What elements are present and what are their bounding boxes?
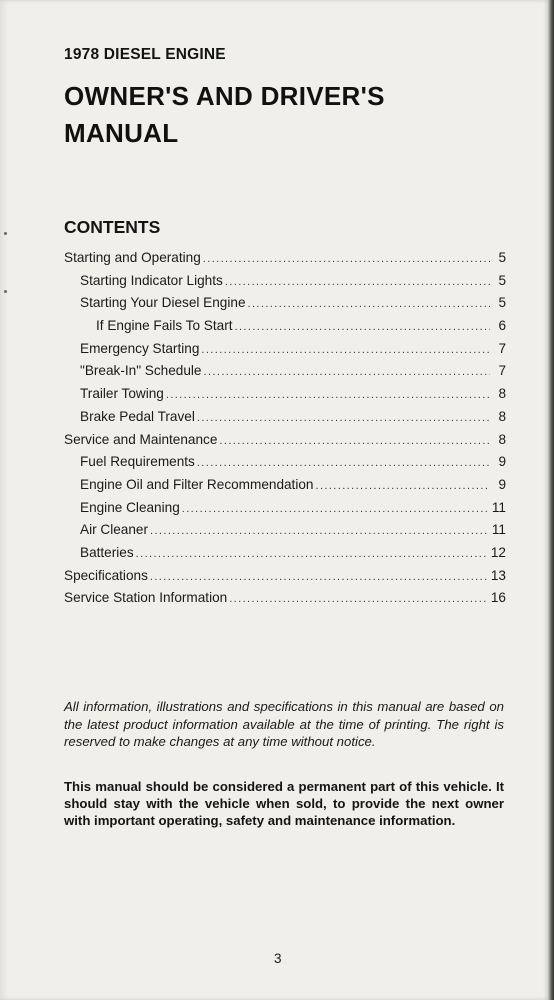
toc-leader-dots: [204, 366, 491, 378]
toc-leader-dots: [136, 548, 487, 560]
toc-entry-label: Engine Cleaning: [80, 499, 180, 515]
toc-leader-dots: [248, 298, 490, 310]
toc-leader-dots: [150, 525, 488, 537]
toc-leader-dots: [235, 321, 490, 333]
page-number: 3: [274, 951, 282, 966]
toc-entry: [64, 409, 506, 432]
toc-entry-page: 8: [498, 408, 506, 424]
toc-entry-label: Starting Your Diesel Engine: [80, 295, 246, 311]
toc-entry-label: Brake Pedal Travel: [80, 408, 195, 424]
toc-entry-label: If Engine Fails To Start: [96, 318, 233, 334]
toc-leader-dots: [225, 276, 490, 288]
toc-entry-label: Emergency Starting: [80, 340, 200, 356]
toc-entry-page: 13: [490, 567, 506, 583]
page-edge-shadow: [548, 0, 554, 1000]
document-title: OWNER'S AND DRIVER'S MANUAL: [64, 81, 385, 148]
toc-entry-label: Starting Indicator Lights: [80, 272, 223, 288]
toc-entry: [64, 341, 506, 364]
toc-entry-label: Fuel Requirements: [80, 454, 195, 470]
document-subtitle: 1978 DIESEL ENGINE: [64, 46, 226, 63]
toc-entry-label: Air Cleaner: [80, 522, 148, 538]
toc-entry-label: Trailer Towing: [80, 386, 164, 402]
toc-entry-label: Specifications: [64, 567, 148, 583]
toc-entry: [64, 590, 506, 613]
toc-leader-dots: [219, 435, 490, 447]
toc-entry-page: 16: [490, 590, 506, 606]
toc-leader-dots: [150, 571, 487, 583]
toc-entry-page: 9: [498, 476, 506, 492]
toc-leader-dots: [229, 593, 487, 605]
toc-entry-page: 8: [498, 386, 506, 402]
toc-entry-page: 9: [498, 454, 506, 470]
toc-leader-dots: [166, 389, 490, 401]
toc-entry-page: 5: [498, 250, 506, 265]
notice-text: This manual should be considered a permanent part of this vehicle. It should stay with the vehicle when sold, to provide the next owner with important operating, safety and maintenance information.: [64, 779, 504, 829]
toc-entry-page: 6: [498, 318, 506, 334]
toc-leader-dots: [197, 457, 490, 469]
toc-entry: [64, 545, 506, 568]
toc-entry-page: 7: [498, 340, 506, 356]
toc-entry-page: 5: [498, 272, 506, 288]
toc-entry-label: Batteries: [80, 544, 134, 560]
toc-entry: [64, 295, 506, 318]
toc-entry-label: "Break-In" Schedule: [80, 363, 202, 379]
toc-leader-dots: [197, 412, 490, 424]
toc-entry-page: 8: [498, 431, 506, 447]
toc-entry-label: Starting and Operating: [64, 250, 201, 265]
toc-entry: [64, 386, 506, 409]
toc-entry: [64, 273, 506, 296]
punch-mark: [4, 290, 7, 293]
toc-entry-page: 5: [498, 295, 506, 311]
toc-entry-page: 7: [498, 363, 506, 379]
toc-leader-dots: [315, 480, 490, 492]
toc-leader-dots: [203, 253, 490, 265]
toc-entry: [64, 318, 506, 341]
toc-entry-label: Service and Maintenance: [64, 431, 218, 447]
toc-entry: [64, 568, 506, 591]
toc-entry-label: Service Station Information: [64, 590, 228, 606]
toc-entry-page: 11: [491, 499, 506, 515]
toc-leader-dots: [201, 344, 490, 356]
toc-entry-page: 12: [490, 544, 506, 560]
toc-entry-page: 11: [491, 522, 506, 538]
toc-entry-label: Engine Oil and Filter Recommendation: [80, 476, 314, 492]
toc-entry: [64, 522, 506, 545]
toc-entry: [64, 454, 506, 477]
toc-entry: [64, 500, 506, 523]
disclaimer-text: All information, illustrations and specifications in this manual are based on the latest product information available at the time of printing. The right is reserved to make changes at any time without notice.: [64, 699, 504, 750]
contents-heading: CONTENTS: [64, 217, 161, 237]
table-of-contents: [64, 250, 506, 613]
toc-entry: [64, 432, 506, 455]
toc-leader-dots: [182, 503, 488, 515]
toc-entry: [64, 250, 506, 273]
toc-entry: [64, 477, 506, 500]
punch-mark: [4, 232, 7, 235]
toc-entry: [64, 363, 506, 386]
